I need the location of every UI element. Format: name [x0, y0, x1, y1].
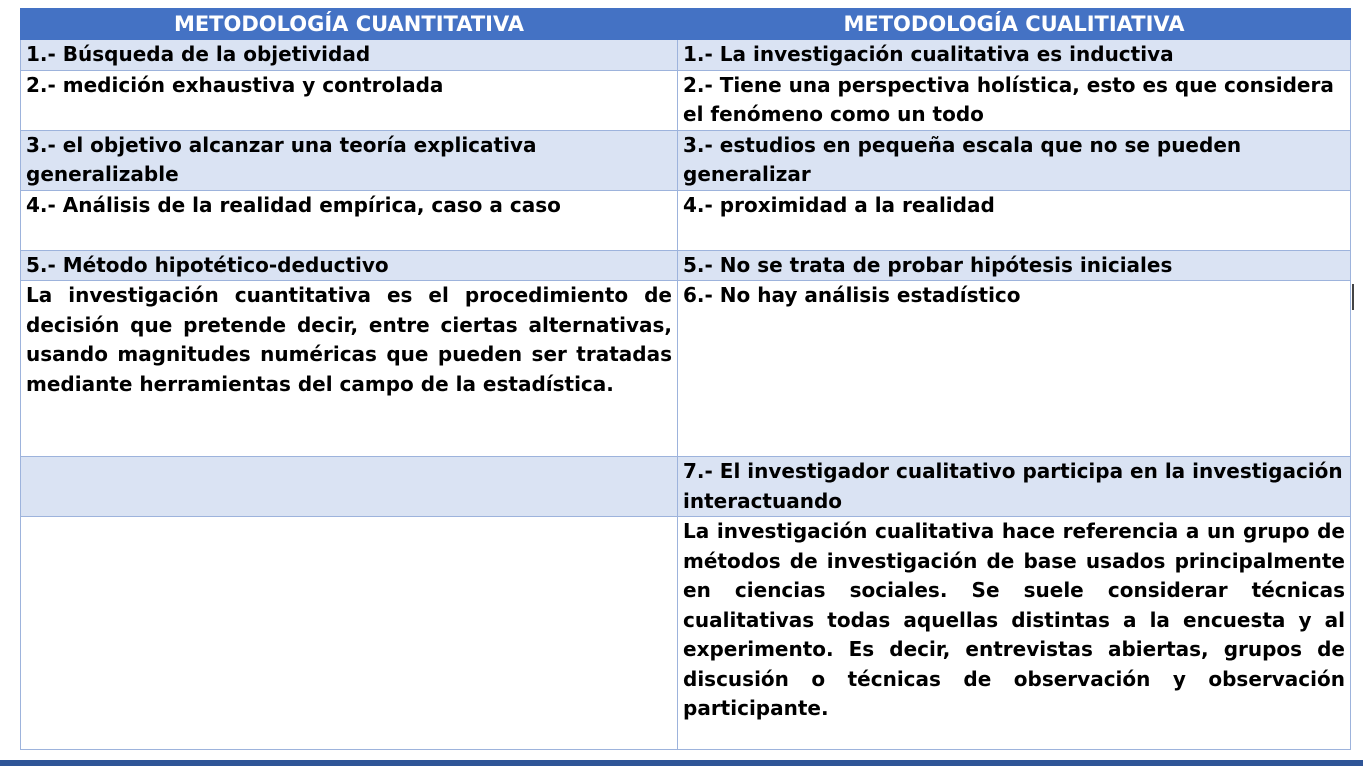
qualitative-cell: 1.- La investigación cualitativa es inductiva [678, 40, 1351, 71]
qualitative-cell: 5.- No se trata de probar hipótesis iniciales [678, 250, 1351, 281]
header-quantitative: METODOLOGÍA CUANTITATIVA [21, 9, 678, 40]
comparison-table [20, 8, 1351, 750]
quantitative-cell-empty [21, 517, 678, 750]
table-row [21, 130, 1351, 190]
quantitative-cell-empty [21, 457, 678, 517]
table-row [21, 70, 1351, 130]
table-row [21, 190, 1351, 250]
qualitative-definition: La investigación cualitativa hace referencia a un grupo de métodos de investigación de base usados principalmente en ciencias sociales. Se suele considerar técnicas cualitativas todas aquellas distintas a la encuesta y al experimento. Es decir, entrevistas abiertas, grupos de discusión o técnicas de observación y observación participante. [678, 517, 1351, 750]
quantitative-cell: 1.- Búsqueda de la objetividad [21, 40, 678, 71]
table-row [21, 250, 1351, 281]
bottom-border-rule [0, 760, 1363, 766]
table-row [21, 40, 1351, 71]
qualitative-cell: 6.- No hay análisis estadístico [678, 281, 1351, 457]
quantitative-cell: 2.- medición exhaustiva y controlada [21, 70, 678, 130]
quantitative-cell: 4.- Análisis de la realidad empírica, caso a caso [21, 190, 678, 250]
qualitative-cell: 4.- proximidad a la realidad [678, 190, 1351, 250]
quantitative-cell: 5.- Método hipotético-deductivo [21, 250, 678, 281]
header-qualitative: METODOLOGÍA CUALITIATIVA [678, 9, 1351, 40]
text-cursor [1352, 284, 1354, 310]
table-row [21, 281, 1351, 457]
table-row [21, 517, 1351, 750]
table-row [21, 457, 1351, 517]
qualitative-cell: 3.- estudios en pequeña escala que no se pueden generalizar [678, 130, 1351, 190]
quantitative-definition: La investigación cuantitativa es el procedimiento de decisión que pretende decir, entre ciertas alternativas, usando magnitudes numéricas que pueden ser tratadas mediante herramientas del campo de la estadística. [21, 281, 678, 457]
quantitative-cell: 3.- el objetivo alcanzar una teoría explicativa generalizable [21, 130, 678, 190]
header-row [21, 9, 1351, 40]
qualitative-cell: 7.- El investigador cualitativo participa en la investigación interactuando [678, 457, 1351, 517]
qualitative-cell: 2.- Tiene una perspectiva holística, esto es que considera el fenómeno como un todo [678, 70, 1351, 130]
